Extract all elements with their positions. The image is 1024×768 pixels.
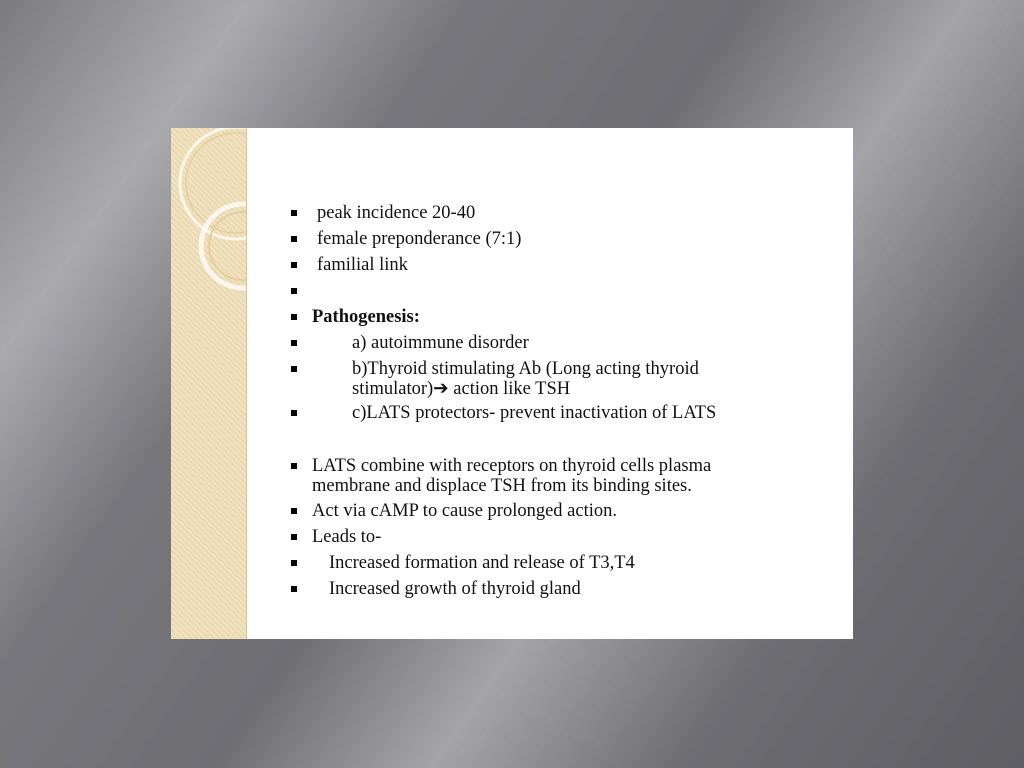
bullet-icon [291, 560, 297, 566]
bullet-icon [291, 314, 297, 320]
list-item-leads-to: Leads to- [312, 527, 382, 547]
bullet-icon [291, 366, 297, 372]
list-item-increased-formation: Increased formation and release of T3,T4 [329, 553, 635, 573]
list-item-increased-growth: Increased growth of thyroid gland [329, 579, 581, 599]
list-item-thyroid-stimulating-cont: stimulator)➔ action like TSH [352, 379, 571, 399]
list-item-autoimmune: a) autoimmune disorder [352, 333, 529, 353]
bullet-icon [291, 586, 297, 592]
list-item-camp: Act via cAMP to cause prolonged action. [312, 501, 617, 521]
list-item-1: peak incidence 20-40 [317, 203, 476, 223]
list-item-2: female preponderance (7:1) [317, 229, 522, 249]
bullet-icon [291, 262, 297, 268]
bullet-icon [291, 463, 297, 469]
bullet-icon [291, 508, 297, 514]
bullet-icon [291, 534, 297, 540]
list-item-thyroid-stimulating: b)Thyroid stimulating Ab (Long acting thyroid [352, 359, 699, 379]
list-item-lats-combine-cont: membrane and displace TSH from its binding sites. [312, 476, 692, 496]
section-heading-pathogenesis: Pathogenesis: [312, 307, 420, 327]
list-item-lats-protectors: c)LATS protectors- prevent inactivation of LATS [352, 403, 717, 423]
bullet-icon [291, 210, 297, 216]
bullet-icon [291, 410, 297, 416]
bullet-icon [291, 288, 297, 294]
slide [171, 128, 853, 639]
bullet-icon [291, 236, 297, 242]
list-item-lats-combine: LATS combine with receptors on thyroid cells plasma [312, 456, 712, 476]
slide-content [171, 128, 853, 639]
list-item-3: familial link [317, 255, 408, 275]
bullet-icon [291, 340, 297, 346]
